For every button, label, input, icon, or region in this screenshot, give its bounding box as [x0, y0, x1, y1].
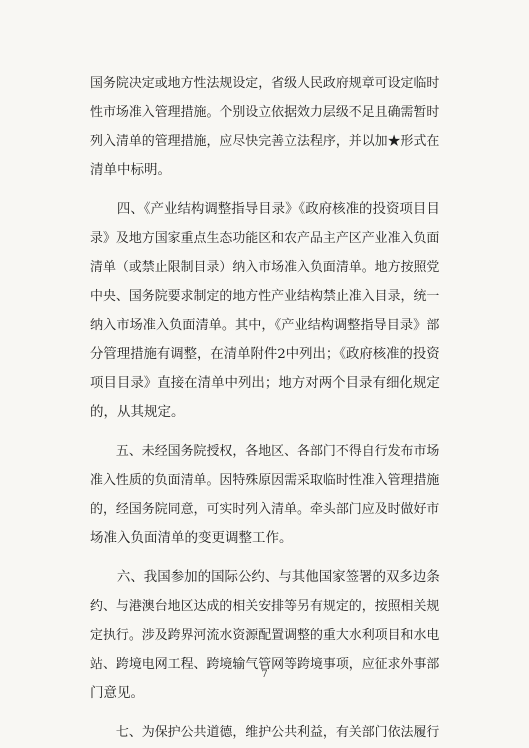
text-line: 五、未经国务院授权，各地区、各部门不得自行发布市场	[90, 444, 440, 459]
body-text	[90, 69, 440, 747]
text-line: 的，经国务院同意，可实时列入清单。牵头部门应及时做好市	[90, 502, 440, 517]
text-line: 六、我国参加的国际公约、与其他国家签署的双多边条	[90, 570, 440, 585]
paragraph-gap	[90, 553, 440, 563]
text-line: 门意见。	[90, 685, 144, 701]
text-line: 项目目录》直接在清单中列出；地方对两个目录有细化规定	[90, 376, 440, 391]
text-line: 清单中标明。	[90, 162, 171, 178]
paragraph-gap	[90, 708, 440, 718]
text-line: 场准入负面清单的变更调整工作。	[90, 530, 293, 546]
paragraph	[90, 437, 440, 553]
paragraph-gap	[90, 427, 440, 437]
paragraph	[90, 718, 440, 747]
text-line: 定执行。涉及跨界河流水资源配置调整的重大水利项目和水电	[90, 628, 440, 643]
text-line: 列入清单的管理措施，应尽快完善立法程序，并以加★形式在	[90, 134, 440, 149]
paragraph	[90, 69, 440, 185]
text-line: 准入性质的负面清单。因特殊原因需采取临时性准入管理措施	[90, 473, 440, 488]
text-line: 国务院决定或地方性法规设定，省级人民政府规章可设定临时	[90, 76, 440, 91]
paragraph-gap	[90, 185, 440, 195]
text-line: 四、《产业结构调整指导目录》《政府核准的投资项目目	[90, 202, 440, 217]
text-line: 中央、国务院要求制定的地方性产业结构禁止准入目录，统一	[90, 289, 440, 304]
paragraph	[90, 563, 440, 708]
text-line: 约、与港澳台地区达成的相关安排等另有规定的，按照相关规	[90, 599, 440, 614]
page-number: 7	[261, 669, 268, 680]
text-line: 性市场准入管理措施。个别设立依据效力层级不足且确需暂时	[90, 105, 440, 120]
text-line: 纳入市场准入负面清单。其中，《产业结构调整指导目录》部	[90, 318, 440, 333]
text-line: 的，从其规定。	[90, 404, 185, 420]
text-line: 清单（或禁止限制目录）纳入市场准入负面清单。地方按照党	[90, 260, 440, 275]
text-line: 分管理措施有调整，在清单附件2中列出；《政府核准的投资	[90, 347, 440, 362]
paragraph	[90, 195, 440, 427]
text-line: 录》及地方国家重点生态功能区和农产品主产区产业准入负面	[90, 231, 440, 246]
text-line: 七、为保护公共道德，维护公共利益，有关部门依法履行	[90, 725, 440, 740]
text-line: 站、跨境电网工程、跨境输气管网等跨境事项，应征求外事部	[90, 657, 440, 672]
